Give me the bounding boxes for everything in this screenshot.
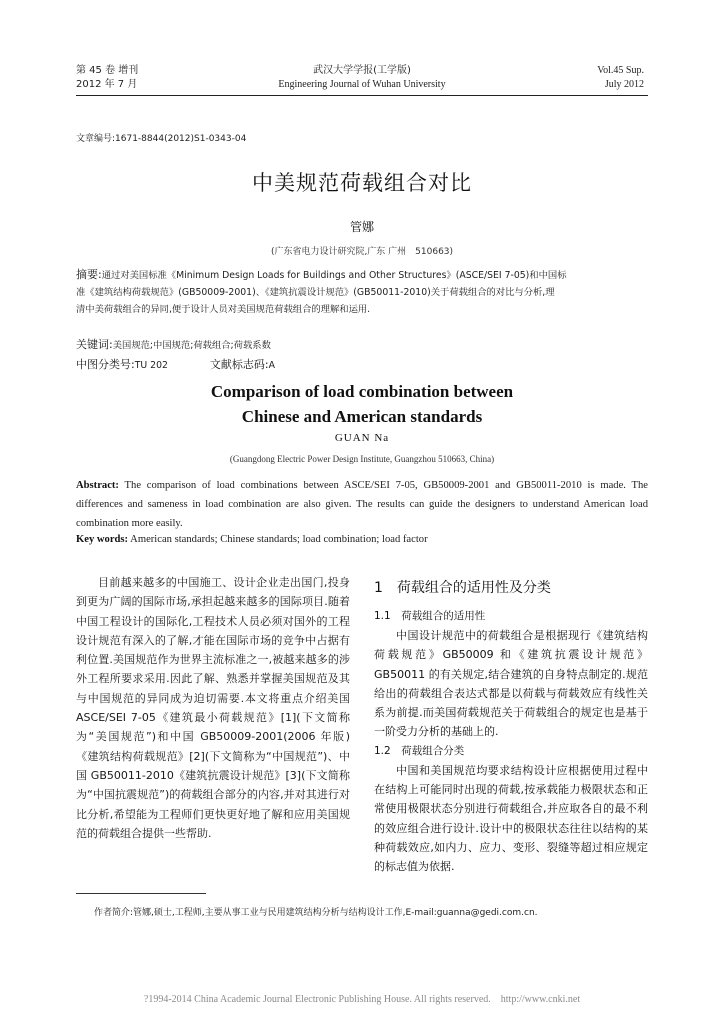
keywords-cn-label: 关键词: [76, 338, 113, 351]
keywords-cn-text: 美国规范;中国规范;荷载组合;荷载系数 [112, 340, 271, 351]
section-1-heading: 1 荷载组合的适用性及分类 [374, 580, 551, 596]
doc-code-value: A [268, 360, 275, 371]
abstract-cn-line-1 [76, 266, 648, 284]
section-1-1-heading: 1.1 荷载组合的适用性 [374, 610, 486, 622]
abstract-cn-line-2: 准《建筑结构荷载规范》(GB50009-2001)、《建筑抗震设计规范》(GB50011-2010)关于荷载组合的对比与分析,理 [76, 287, 555, 298]
volume-en: Vol.45 Sup. [597, 65, 644, 76]
section-1-2-heading: 1.2 荷载组合分类 [374, 744, 465, 757]
keywords-en-label: Key words: [76, 534, 129, 545]
date-en: July 2012 [604, 79, 644, 90]
journal-name-cn: 武汉大学学报(工学版) [313, 65, 411, 76]
journal-volume-header [76, 64, 138, 92]
affiliation-cn: (广东省电力设计研究院,广东 广州 510663) [270, 247, 454, 257]
header-rule [76, 95, 648, 96]
journal-vol-en-header [597, 64, 644, 92]
author-footnote: 作者简介:管娜,硕士,工程师,主要从事工业与民用建筑结构分析与结构设计工作,E-mail:guanna@gedi.com.cn. [94, 908, 538, 918]
article-number: 文章编号:1671-8844(2012)S1-0343-04 [76, 134, 247, 144]
abstract-en-text: The comparison of load combinations between ASCE/SEI 7-05, GB50009-2001 and GB50011-2010 is made. The differences and sameness in load combination are also given. The results can guide the designers to understand American load combination more easily. [76, 480, 648, 529]
keywords-en [76, 534, 428, 545]
paper-title-cn: 中美规范荷载组合对比 [252, 171, 472, 195]
doc-code-label: 文献标志码: [209, 358, 269, 371]
abstract-cn-label: 摘要: [76, 268, 102, 281]
right-column [374, 573, 648, 877]
keywords-en-text: American standards; Chinese standards; load combination; load factor [130, 534, 428, 545]
section-1-2-paragraph: 中国和美国规范均要求结构设计应根据使用过程中在结构上可能同时出现的荷载,按承载能力极限状态和正常使用极限状态分别进行荷载组合,并应取各自的最不利的效应组合进行设计.设计中的极限状态往往以结构的某种荷载效应,如内力、应力、变形、裂缝等超过相应规定的标志值为依据. [374, 763, 648, 874]
abstract-cn-text-1: 通过对美国标准《Minimum Design Loads for Buildings and Other Structures》(ASCE/SEI 7-05)和中国标 [101, 270, 567, 281]
section-1-1-paragraph: 中国设计规范中的荷载组合是根据现行《建筑结构荷载规范》GB50009 和《建筑抗震设计规范》GB50011 的有关规定,结合建筑的自身特点制定的.规范给出的荷载组合表达式都是以荷载与荷载效应有线性关系为前提.而美国荷载规范关于荷载组合的规定也是基于一阶受力分析的基础上的. [374, 629, 648, 739]
abstract-en-label: Abstract: [76, 480, 119, 491]
author-cn: 管娜 [349, 220, 374, 234]
volume-issue: 第 45 卷 增刊 [76, 65, 139, 76]
author-en: GUAN Na [334, 432, 390, 444]
footnote-rule [76, 893, 206, 894]
paper-title-en-line-1: Comparison of load combination between [210, 382, 514, 401]
abstract-cn-line-3: 清中美荷载组合的异同,便于设计人员对美国规范荷载组合的理解和运用. [76, 304, 371, 315]
paper-title-en-line-2: Chinese and American standards [241, 407, 483, 426]
journal-name-header [200, 64, 524, 92]
clc-value: TU 202 [134, 360, 168, 371]
clc-label: 中图分类号: [76, 358, 135, 371]
journal-name-en: Engineering Journal of Wuhan University [278, 79, 446, 90]
issue-date: 2012 年 7 月 [76, 79, 138, 90]
abstract-cn [76, 266, 648, 318]
abstract-en [76, 476, 648, 533]
classification-cn [76, 356, 275, 372]
copyright-notice: ?1994-2014 China Academic Journal Electronic Publishing House. All rights reserved. http://www.cnki.net [143, 994, 581, 1005]
intro-paragraph: 目前越来越多的中国施工、设计企业走出国门,投身到更为广阔的国际市场,承担起越来越多的国际项目.随着中国工程设计的国际化,工程技术人员必须对国外的工程设计规范有深入的了解,才能在国际市场的竞争中占据有利位置.美国规范作为世界主流标准之一,被越来越多的涉外工程所要求采用.因此了解、熟悉并掌握美国规范及其与中国规范的异同成为迫切需要.本文将重点介绍美国 ASCE/SEI 7-05《建筑最小荷载规范》[1](下文简称为“美国规范”)和中国 GB50009-2001(2006 年版)《建筑结构荷载规范》[2](下文简称为“中国规范”)、中国 GB50011-2010《建筑抗震设计规范》[3](下文简称为“中国抗震规范”)的荷载组合部分的内容,并对其进行对比分析,希望能为工程师们更快更好地了解和应用美国规范的荷载组合提供一些帮助. [76, 576, 350, 840]
affiliation-en: (Guangdong Electric Power Design Institute, Guangzhou 510663, China) [229, 454, 495, 464]
keywords-cn [76, 336, 271, 352]
